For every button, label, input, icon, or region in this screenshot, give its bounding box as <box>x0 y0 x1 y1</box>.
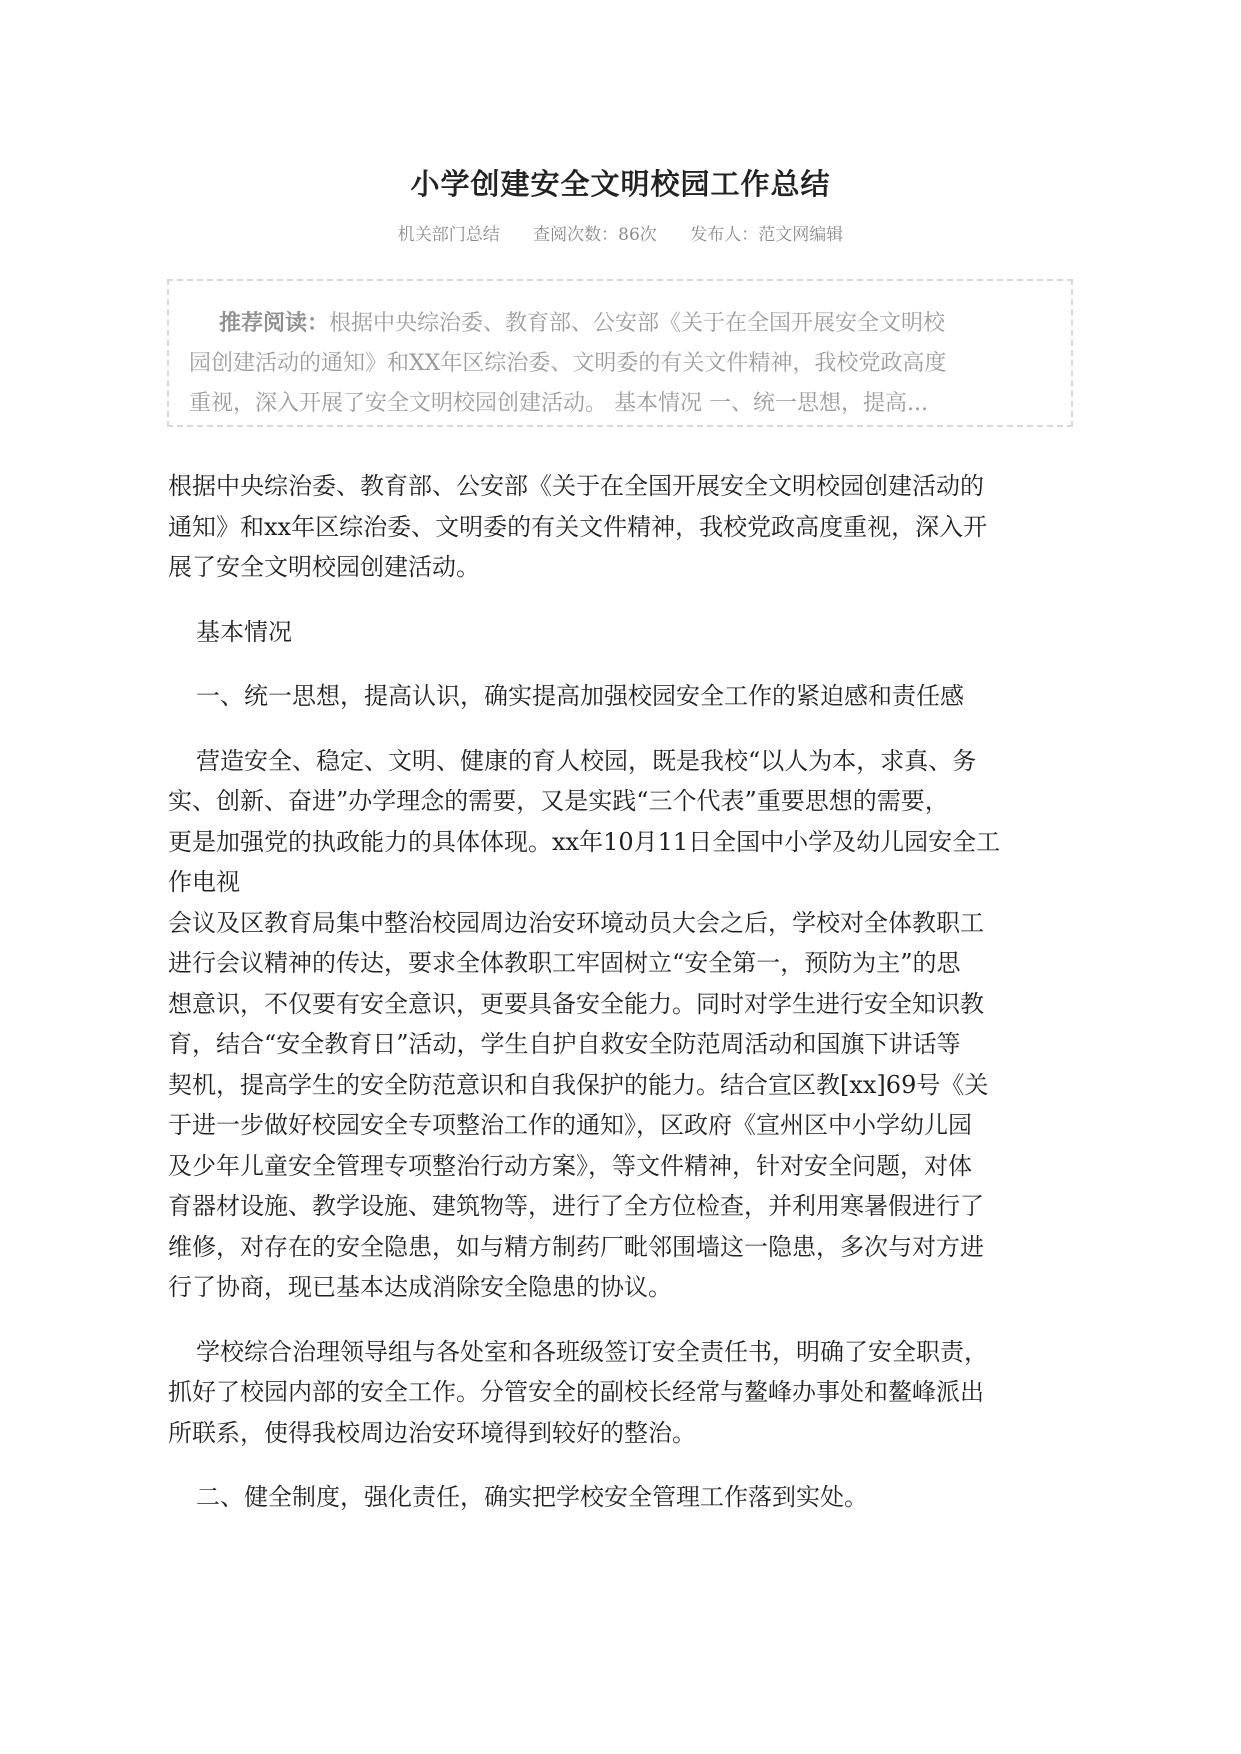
paragraph-responsibility <box>168 1332 1050 1454</box>
paragraph-line: 于进一步做好校园安全专项整治工作的通知》，区政府《宣州区中小学幼儿园 <box>168 1111 972 1139</box>
section-heading-basic <box>190 612 1050 653</box>
paragraph-line: 二、健全制度，强化责任，确实把学校安全管理工作落到实处。 <box>196 1483 868 1511</box>
paragraph-line: 作电视 <box>168 868 240 896</box>
recommended-reading-label: 推荐阅读： <box>219 310 330 336</box>
section-heading-one <box>190 676 1050 717</box>
paragraph-line: 学校综合治理领导组与各处室和各班级签订安全责任书，明确了安全职责， <box>196 1337 988 1366</box>
recommended-reading-box <box>167 279 1073 427</box>
paragraph-line: 实、创新、奋进”办学理念的需要，又是实践“三个代表”重要思想的需要， <box>168 787 949 815</box>
paragraph-line: 展了安全文明校园创建活动。 <box>168 553 480 581</box>
paragraph-line: 及少年儿童安全管理专项整治行动方案》，等文件精神，针对安全问题，对体 <box>168 1151 972 1180</box>
summary-line: 园创建活动的通知》和XX年区综治委、文明委的有关文件精神，我校党政高度 <box>189 351 947 376</box>
paragraph-line: 想意识，不仅要有安全意识，更要具备安全能力。同时对学生进行安全知识教 <box>168 989 984 1018</box>
paragraph-safety-environment <box>168 741 1050 1308</box>
section-heading-two <box>190 1477 1050 1518</box>
paragraph-line: 进行会议精神的传达，要求全体教职工牢固树立“安全第一，预防为主”的思 <box>168 949 961 977</box>
page-title: 小学创建安全文明校园工作总结 <box>410 167 831 201</box>
paragraph-line: 根据中央综治委、教育部、公安部《关于在全国开展安全文明校园创建活动的 <box>168 472 984 500</box>
meta-publisher: 发布人：范文网编辑 <box>690 225 844 245</box>
paragraph-intro <box>168 466 1050 588</box>
paragraph-line: 基本情况 <box>196 617 292 646</box>
paragraph-line: 会议及区教育局集中整治校园周边治安环境动员大会之后，学校对全体教职工 <box>168 908 984 937</box>
paragraph-line: 维修，对存在的安全隐患，如与精方制药厂毗邻围墙这一隐患，多次与对方进 <box>168 1232 984 1261</box>
paragraph-line: 更是加强党的执政能力的具体体现。xx年10月11日全国中小学及幼儿园安全工 <box>168 827 1001 856</box>
summary-line: 根据中央综治委、教育部、公安部《关于在全国开展安全文明校 <box>329 311 946 336</box>
paragraph-line: 一、统一思想，提高认识，确实提高加强校园安全工作的紧迫感和责任感 <box>196 682 964 710</box>
paragraph-line: 契机，提高学生的安全防范意识和自我保护的能力。结合宣区教[xx]69号《关 <box>168 1070 989 1099</box>
paragraph-line: 所联系，使得我校周边治安环境得到较好的整治。 <box>168 1418 696 1447</box>
meta-views: 查阅次数：86次 <box>533 225 657 245</box>
paragraph-line: 育，结合“安全教育日”活动，学生自护自救安全防范周活动和国旗下讲话等 <box>168 1030 961 1058</box>
paragraph-line: 育器材设施、教学设施、建筑物等，进行了全方位检查，并利用寒暑假进行了 <box>168 1192 984 1220</box>
article-meta <box>0 220 1241 245</box>
meta-category: 机关部门总结 <box>397 225 500 245</box>
summary-line: 重视，深入开展了安全文明校园创建活动。 基本情况 一、统一思想，提高... <box>189 391 928 416</box>
paragraph-line: 行了协商，现已基本达成消除安全隐患的协议。 <box>168 1273 672 1301</box>
paragraph-line: 通知》和xx年区综治委、文明委的有关文件精神，我校党政高度重视，深入开 <box>168 512 988 541</box>
paragraph-line: 抓好了校园内部的安全工作。分管安全的副校长经常与鳌峰办事处和鳌峰派出 <box>168 1378 984 1406</box>
article-body <box>168 466 1050 1542</box>
paragraph-line: 营造安全、稳定、文明、健康的育人校园，既是我校“以人为本，求真、务 <box>196 746 977 775</box>
